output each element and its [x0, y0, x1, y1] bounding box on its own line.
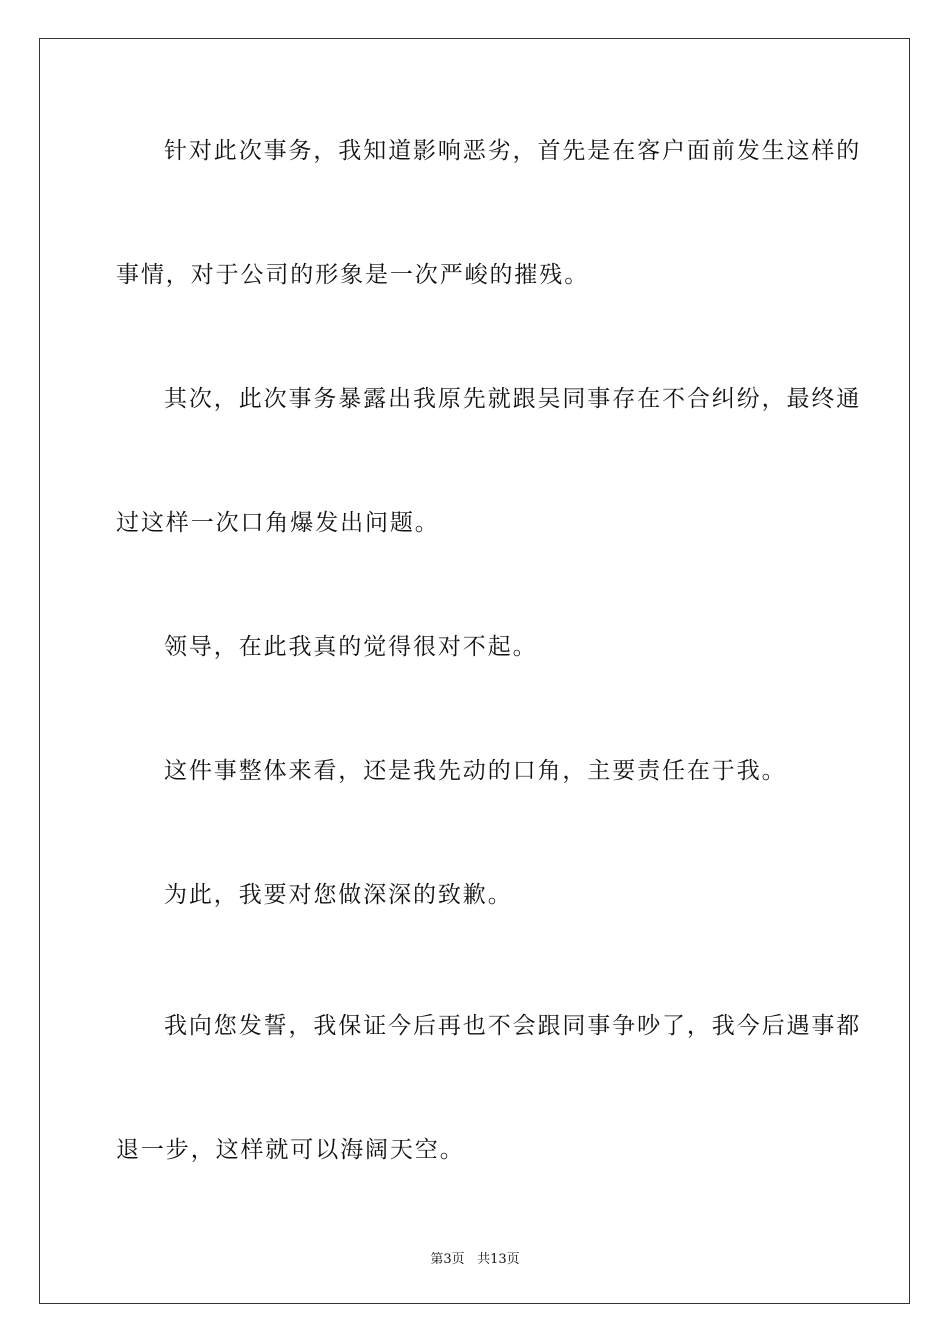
- paragraph-line: 其次，此次事务暴露出我原先就跟吴同事存在不合纠纷，最终通: [164, 386, 862, 412]
- paragraph-line: 我向您发誓，我保证今后再也不会跟同事争吵了，我今后遇事都: [164, 1013, 862, 1039]
- paragraph-line: 领导，在此我真的觉得很对不起。: [164, 634, 538, 660]
- page-number: 第3页: [430, 1252, 465, 1267]
- paragraph-line: 针对此次事务，我知道影响恶劣，首先是在客户面前发生这样的: [164, 138, 862, 164]
- page-footer: [0, 1248, 950, 1267]
- paragraph-line: 为此，我要对您做深深的致歉。: [164, 882, 513, 908]
- paragraph-line: 过这样一次口角爆发出问题。: [116, 510, 440, 536]
- page-border: [39, 38, 910, 1304]
- paragraph-line: 这件事整体来看，还是我先动的口角，主要责任在于我。: [164, 758, 787, 784]
- page-total: 共13页: [477, 1252, 520, 1267]
- paragraph-line: 退一步，这样就可以海阔天空。: [116, 1137, 465, 1163]
- paragraph-line: 事情，对于公司的形象是一次严峻的摧残。: [116, 262, 590, 288]
